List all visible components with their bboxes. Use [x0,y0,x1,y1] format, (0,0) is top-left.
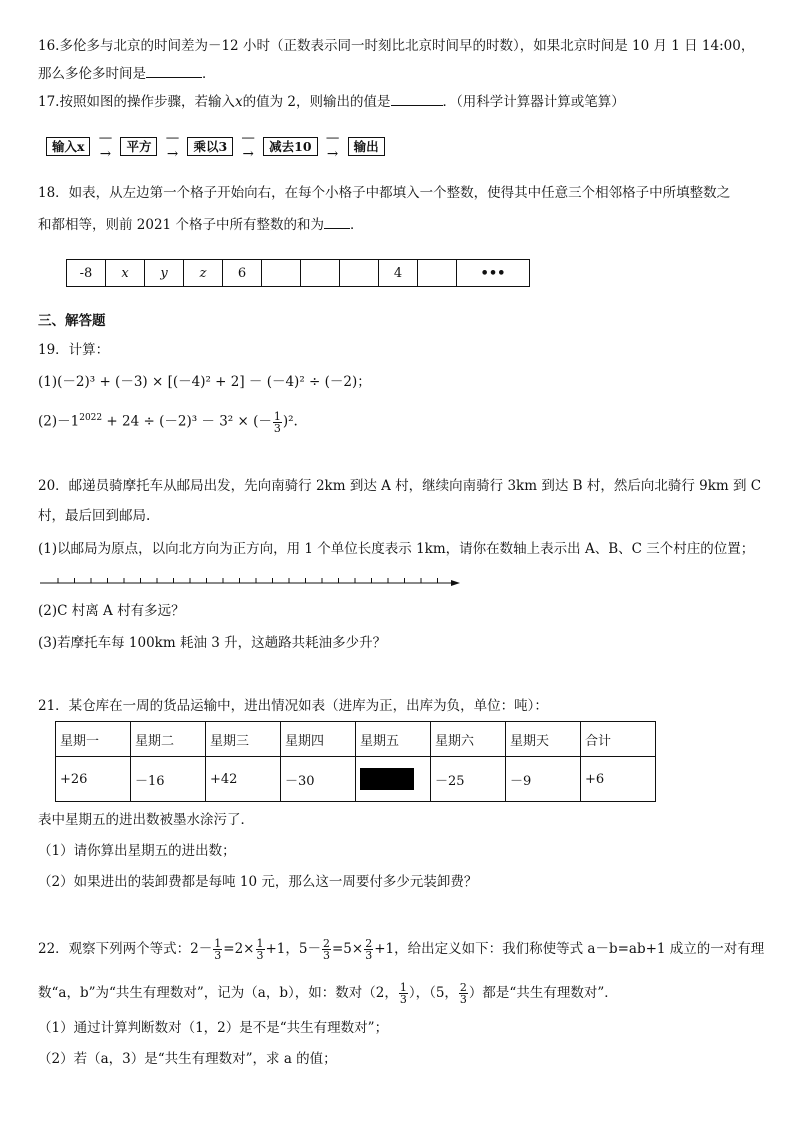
q16-answer-blank[interactable] [146,63,202,78]
q21-note: 表中星期五的进出数被墨水涂污了． [38,812,254,828]
table-cell: +6 [581,757,656,802]
table-header: 星期三 [206,722,281,757]
flow-arrow: —→ [165,130,180,162]
q19-exponent: 2022 [79,413,103,423]
flow-square-box: 平方 [120,137,157,156]
fraction-2-3: $\frac{2}{3}$ [323,937,330,962]
q20-part1: (1)以邮局为原点，以向北方向为正方向，用 1 个单位长度表示 1km，请你在数轴上表示出 A、B、C 三个村庄的位置； [38,541,755,557]
q19-fraction: $\frac{1}{3}$ [273,409,281,435]
q21-table [55,721,656,802]
q18-line1: 18．如表，从左边第一个格子开始向右，在每个小格子中都填入一个整数，使得其中任意三个相邻格子中所填整数之 [38,185,731,201]
fraction-2-3: $\frac{2}{3}$ [459,981,467,1006]
table-cell: +26 [56,757,131,802]
table-cell: －25 [431,757,506,802]
flow-subtract-box: 减去10 [263,137,317,156]
q21-line1: 21．某仓库在一周的货品运输中，进出情况如表（进库为正，出库为负，单位：吨）： [38,698,548,714]
grid-cell-ellipsis: ••• [457,260,530,287]
grid-cell: y [145,260,184,287]
flow-output-box: 输出 [348,137,385,156]
q18-end: ． [349,217,364,233]
number-line [40,577,460,589]
flow-input-box: 输入x [46,137,90,156]
flow-arrow: —→ [98,130,113,162]
grid-cell: 6 [223,260,262,287]
q17-var: x [234,94,243,110]
flow-arrow: —→ [325,130,340,162]
fraction-1-3: $\frac{1}{3}$ [256,937,264,962]
q16-end: ． [202,66,216,82]
grid-cell: z [184,260,223,287]
grid-cell [262,260,301,287]
q20-part3: (3)若摩托车每 100km 耗油 3 升，这趟路共耗油多少升？ [38,635,387,651]
grid-cell [418,260,457,287]
table-cell: +42 [206,757,281,802]
table-header: 星期四 [281,722,356,757]
table-cell: －16 [131,757,206,802]
q22-line1: 22．观察下列两个等式：2－ $\frac{1}{3}$ =2× $\frac{1}{3}$ +1，5－ $\frac{2}{3}$ =5× $\frac{2}{3}$ +1，给出定义如下：我们称使等式 a－b=ab+1 成立的一对有理 [38,937,765,962]
q18-line2 [38,214,363,235]
grid-cell: x [106,260,145,287]
q17-text-b: 的值为 2，则输出的值是 [242,94,391,110]
q20-line1: 20．邮递员骑摩托车从邮局出发，先向南骑行 2km 到达 A 村，继续向南骑行 3km 到达 B 村，然后向北骑行 9km 到 C [38,478,762,494]
table-header: 星期一 [56,722,131,757]
grid-cell: -8 [67,260,106,287]
table-header: 合计 [581,722,656,757]
q19-part2 [38,408,298,434]
table-cell: －9 [506,757,581,802]
q20-part2: (2)C 村离 A 村有多远？ [38,603,185,619]
q17-flowchart [46,130,385,162]
q17-line [38,91,625,112]
q18-text: 和都相等，则前 2021 个格子中所有整数的和为 [38,217,324,233]
table-header: 星期五 [356,722,431,757]
fraction-1-3: $\frac{1}{3}$ [214,937,222,962]
q19-p2b: + 24 ÷ (－2)³ － 3² × (－ [102,413,272,430]
table-header: 星期天 [506,722,581,757]
q17-text-a: 17.按照如图的操作步骤，若输入 [38,94,235,110]
q22-line2: 数“a，b”为“共生有理数对”，记为（a，b），如：数对（2， $\frac{1}{3}$ ），（5， $\frac{2}{3}$ ）都是“共生有理数对”． [38,981,618,1006]
flow-arrow: —→ [241,130,255,162]
q16-line2 [38,63,216,84]
flow-multiply-box: 乘以3 [187,137,233,156]
grid-cell [301,260,340,287]
q16-line1: 16.多伦多与北京的时间差为－12 小时（正数表示同一时刻比北京时间早的时数），如果北京时间是 10 月 1 日 14:00， [38,38,755,54]
section-title: 三、解答题 [38,313,106,329]
q20-line2: 村，最后回到邮局. [38,508,151,524]
table-header: 星期六 [431,722,506,757]
q19-p2a: (2)－1 [38,413,80,430]
grid-cell [340,260,379,287]
fraction-2-3: $\frac{2}{3}$ [365,937,373,962]
grid-cell: 4 [379,260,418,287]
q22-part2: （2）若（a，3）是“共生有理数对”，求 a 的值； [38,1051,337,1067]
q18-answer-blank[interactable] [324,214,350,229]
table-cell: －30 [281,757,356,802]
q17-answer-blank[interactable] [391,91,443,106]
q21-part1: （1）请你算出星期五的进出数； [38,843,236,859]
q19-title: 19．计算： [38,342,110,358]
q18-grid [66,259,530,287]
q19-part1: (1)(－2)³ + (－3) × [(－4)² + 2] － (－4)² ÷ (－2)； [38,374,371,390]
fraction-1-3: $\frac{1}{3}$ [399,981,407,1006]
q17-text-c: ．（用科学计算器计算或笔算） [442,94,625,110]
q22-part1: （1）通过计算判断数对（1，2）是不是“共生有理数对”； [38,1020,389,1036]
ink-blot [360,768,414,790]
q16-text: 那么多伦多时间是 [38,66,146,82]
table-cell-ink-blot [356,757,431,802]
q21-part2: （2）如果进出的装卸费都是每吨 10 元，那么这一周要付多少元装卸费？ [38,874,478,890]
table-header: 星期二 [131,722,206,757]
q19-p2c: )². [282,413,298,430]
